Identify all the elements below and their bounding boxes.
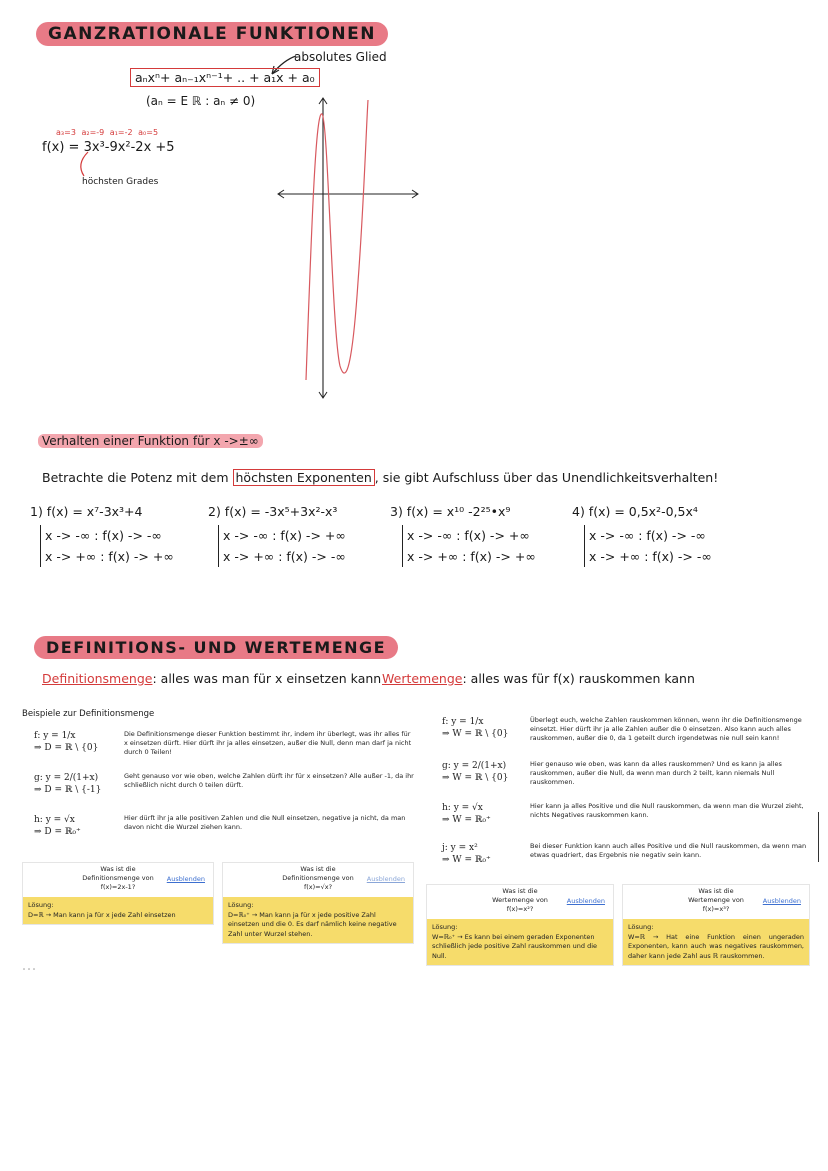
- intro-text: Betrachte die Potenz mit dem: [42, 470, 233, 485]
- example-function: f: y = 1/x: [442, 717, 484, 727]
- example-result: ⇒ D = ℝ₀⁺: [34, 827, 81, 837]
- example-result: ⇒ W = ℝ₀⁺: [442, 855, 491, 865]
- example-explanation: Hier kann ja alles Positive und die Null rauskommen, da wenn man die Wurzel zieht, nichts Negatives rauskommen kann.: [530, 802, 804, 819]
- coef-label: a₀=5: [138, 128, 159, 137]
- card-question: Was ist die Wertemenge von f(x)=x³?: [688, 887, 744, 913]
- example-function: j: y = x²: [442, 843, 478, 853]
- behavior-example-1: [30, 504, 174, 567]
- example-function: f(x) = 3x³-9x²-2x +5: [42, 140, 175, 155]
- ellipsis-icon: [22, 956, 36, 960]
- hide-solution-link[interactable]: Ausblenden: [762, 897, 801, 905]
- limit-line: x -> +∞ : f(x) -> +∞: [407, 549, 536, 564]
- example-result: ⇒ W = ℝ \ {0}: [442, 729, 509, 739]
- example-function: 1) f(x) = x⁷-3x³+4: [30, 504, 143, 519]
- card-question: Was ist die Definitionsmenge von f(x)=√x?: [282, 865, 354, 891]
- function-curve: [306, 100, 368, 380]
- quiz-card-4: [622, 884, 810, 966]
- examples-heading: Beispiele zur Definitionsmenge: [22, 709, 155, 719]
- example-result: ⇒ D = ℝ \ {-1}: [34, 785, 102, 795]
- card-solution: [23, 897, 213, 924]
- example-result: ⇒ W = ℝ₀⁺: [442, 815, 491, 825]
- solution-text: W=ℝ → Hat eine Funktion einen ungeraden Exponenten, kann auch was negatives rauskommen, daher kann jede Zahl aus ℝ rauskommen.: [628, 932, 804, 960]
- quiz-card-1: [22, 862, 214, 925]
- solution-label: Lösung:: [28, 901, 54, 909]
- coef-label: a₃=3: [56, 128, 76, 137]
- hide-solution-link[interactable]: Ausblenden: [566, 897, 605, 905]
- quiz-card-3: [426, 884, 614, 966]
- range-term: Wertemenge: [382, 671, 463, 686]
- behavior-intro: [42, 470, 718, 485]
- coefficient-condition: (aₙ = E ℝ : aₙ ≠ 0): [146, 94, 256, 108]
- example-explanation: Überlegt euch, welche Zahlen rauskommen können, wenn ihr die Definitionsmenge einsetzt. Hier dürft ihr ja alle Zahlen außer die 0 einsetzen. Also kann auch alles rauskommen, außer die 0, da 1 geteilt durch irgendetwas nie null sein kann!: [530, 716, 802, 742]
- limit-line: x -> +∞ : f(x) -> +∞: [45, 549, 174, 564]
- section-title-domain-range: DEFINITIONS- UND WERTEMENGE: [34, 636, 398, 659]
- card-solution: [623, 919, 809, 965]
- card-solution: [223, 897, 413, 943]
- range-definition: [382, 671, 695, 686]
- example-function: g: y = 2/(1+x): [34, 773, 99, 783]
- example-function: h: y = √x: [442, 803, 483, 813]
- coefficient-labels: [56, 128, 158, 137]
- domain-definition-text: : alles was man für x einsetzen kann: [152, 671, 382, 686]
- arrow-icon: [66, 150, 96, 180]
- solution-label: Lösung:: [628, 923, 654, 931]
- example-function: g: y = 2/(1+x): [442, 761, 507, 771]
- card-question: Was ist die Definitionsmenge von f(x)=2x-1?: [82, 865, 154, 891]
- limit-line: x -> -∞ : f(x) -> +∞: [407, 528, 530, 543]
- limit-line: x -> -∞ : f(x) -> -∞: [45, 528, 162, 543]
- example-explanation: Die Definitionsmenge dieser Funktion bestimmt ihr, indem ihr überlegt, was ihr alles für x einsetzen dürft. Hier dürft ihr ja alles einsetzen, außer die Null, denn man darf ja nicht durch 0 Teilen!: [124, 730, 412, 756]
- card-question: Was ist die Wertemenge von f(x)=x²?: [492, 887, 548, 913]
- example-function: f: y = 1/x: [34, 731, 76, 741]
- behavior-example-4: [572, 504, 712, 567]
- quiz-card-2: [222, 862, 414, 944]
- example-explanation: Bei dieser Funktion kann auch alles Positive und die Null rauskommen, da wenn man etwas quadriert, das Ergebnis nie negativ sein kann.: [530, 842, 807, 859]
- scrollbar-mark: [818, 812, 819, 862]
- highest-degree-label: höchsten Grades: [82, 177, 159, 187]
- section-title-polynomials: GANZRATIONALE FUNKTIONEN: [36, 22, 388, 46]
- example-explanation: Hier genauso wie oben, was kann da alles rauskommen? Und es kann ja alles rauskommen, außer die Null, da wenn man durch 2 teilt, kann niemals Null rauskommen.: [530, 760, 782, 786]
- intro-boxed-term: höchsten Exponenten: [233, 469, 375, 486]
- behavior-heading: Verhalten einer Funktion für x ->±∞: [38, 434, 263, 448]
- hide-solution-link[interactable]: Ausblenden: [166, 875, 205, 883]
- cubic-graph: [270, 92, 430, 404]
- domain-definition: [42, 671, 381, 686]
- example-explanation: Hier dürft ihr ja alle positiven Zahlen und die Null einsetzen, negative ja nicht, da man davon nicht die Wurzel ziehen kann.: [124, 814, 406, 831]
- card-solution: [427, 919, 613, 965]
- example-result: ⇒ D = ℝ \ {0}: [34, 743, 99, 753]
- absolute-term-label: absolutes Glied: [294, 50, 387, 64]
- limit-line: x -> +∞ : f(x) -> -∞: [589, 549, 712, 564]
- behavior-example-2: [208, 504, 346, 567]
- limit-line: x -> -∞ : f(x) -> -∞: [589, 528, 706, 543]
- example-function: 3) f(x) = x¹⁰ -2²⁵•x⁹: [390, 504, 511, 519]
- solution-label: Lösung:: [228, 901, 254, 909]
- example-explanation: Geht genauso vor wie oben, welche Zahlen dürft ihr für x einsetzen? Alle außer -1, da ihr schließlich nicht durch 0 teilen dürft.: [124, 772, 414, 789]
- limit-line: x -> +∞ : f(x) -> -∞: [223, 549, 346, 564]
- example-result: ⇒ W = ℝ \ {0}: [442, 773, 509, 783]
- example-function: 4) f(x) = 0,5x²-0,5x⁴: [572, 504, 698, 519]
- solution-text: D=ℝ₀⁺ → Man kann ja für x jede positive Zahl einsetzen und die 0. Es darf nämlich keine negative Zahl unter Wurzel stehen.: [228, 910, 397, 938]
- intro-text: , sie gibt Aufschluss über das Unendlichkeitsverhalten!: [374, 470, 719, 485]
- example-function: 2) f(x) = -3x⁵+3x²-x³: [208, 504, 338, 519]
- example-function: h: y = √x: [34, 815, 75, 825]
- general-polynomial: aₙxⁿ+ aₙ₋₁xⁿ⁻¹+ .. + a₁x + a₀: [130, 68, 320, 87]
- domain-term: Definitionsmenge: [42, 671, 153, 686]
- solution-text: W=ℝ₀⁺ → Es kann bei einem geraden Exponenten schließlich jede positive Zahl rauskommen und die Null.: [432, 932, 598, 960]
- limit-line: x -> -∞ : f(x) -> +∞: [223, 528, 346, 543]
- solution-text: D=ℝ → Man kann ja für x jede Zahl einsetzen: [28, 910, 176, 919]
- solution-label: Lösung:: [432, 923, 458, 931]
- range-definition-text: : alles was für f(x) rauskommen kann: [462, 671, 695, 686]
- coef-label: a₁=-2: [109, 128, 133, 137]
- hide-solution-link[interactable]: Ausblenden: [366, 875, 405, 883]
- coef-label: a₂=-9: [81, 128, 105, 137]
- behavior-example-3: [390, 504, 536, 567]
